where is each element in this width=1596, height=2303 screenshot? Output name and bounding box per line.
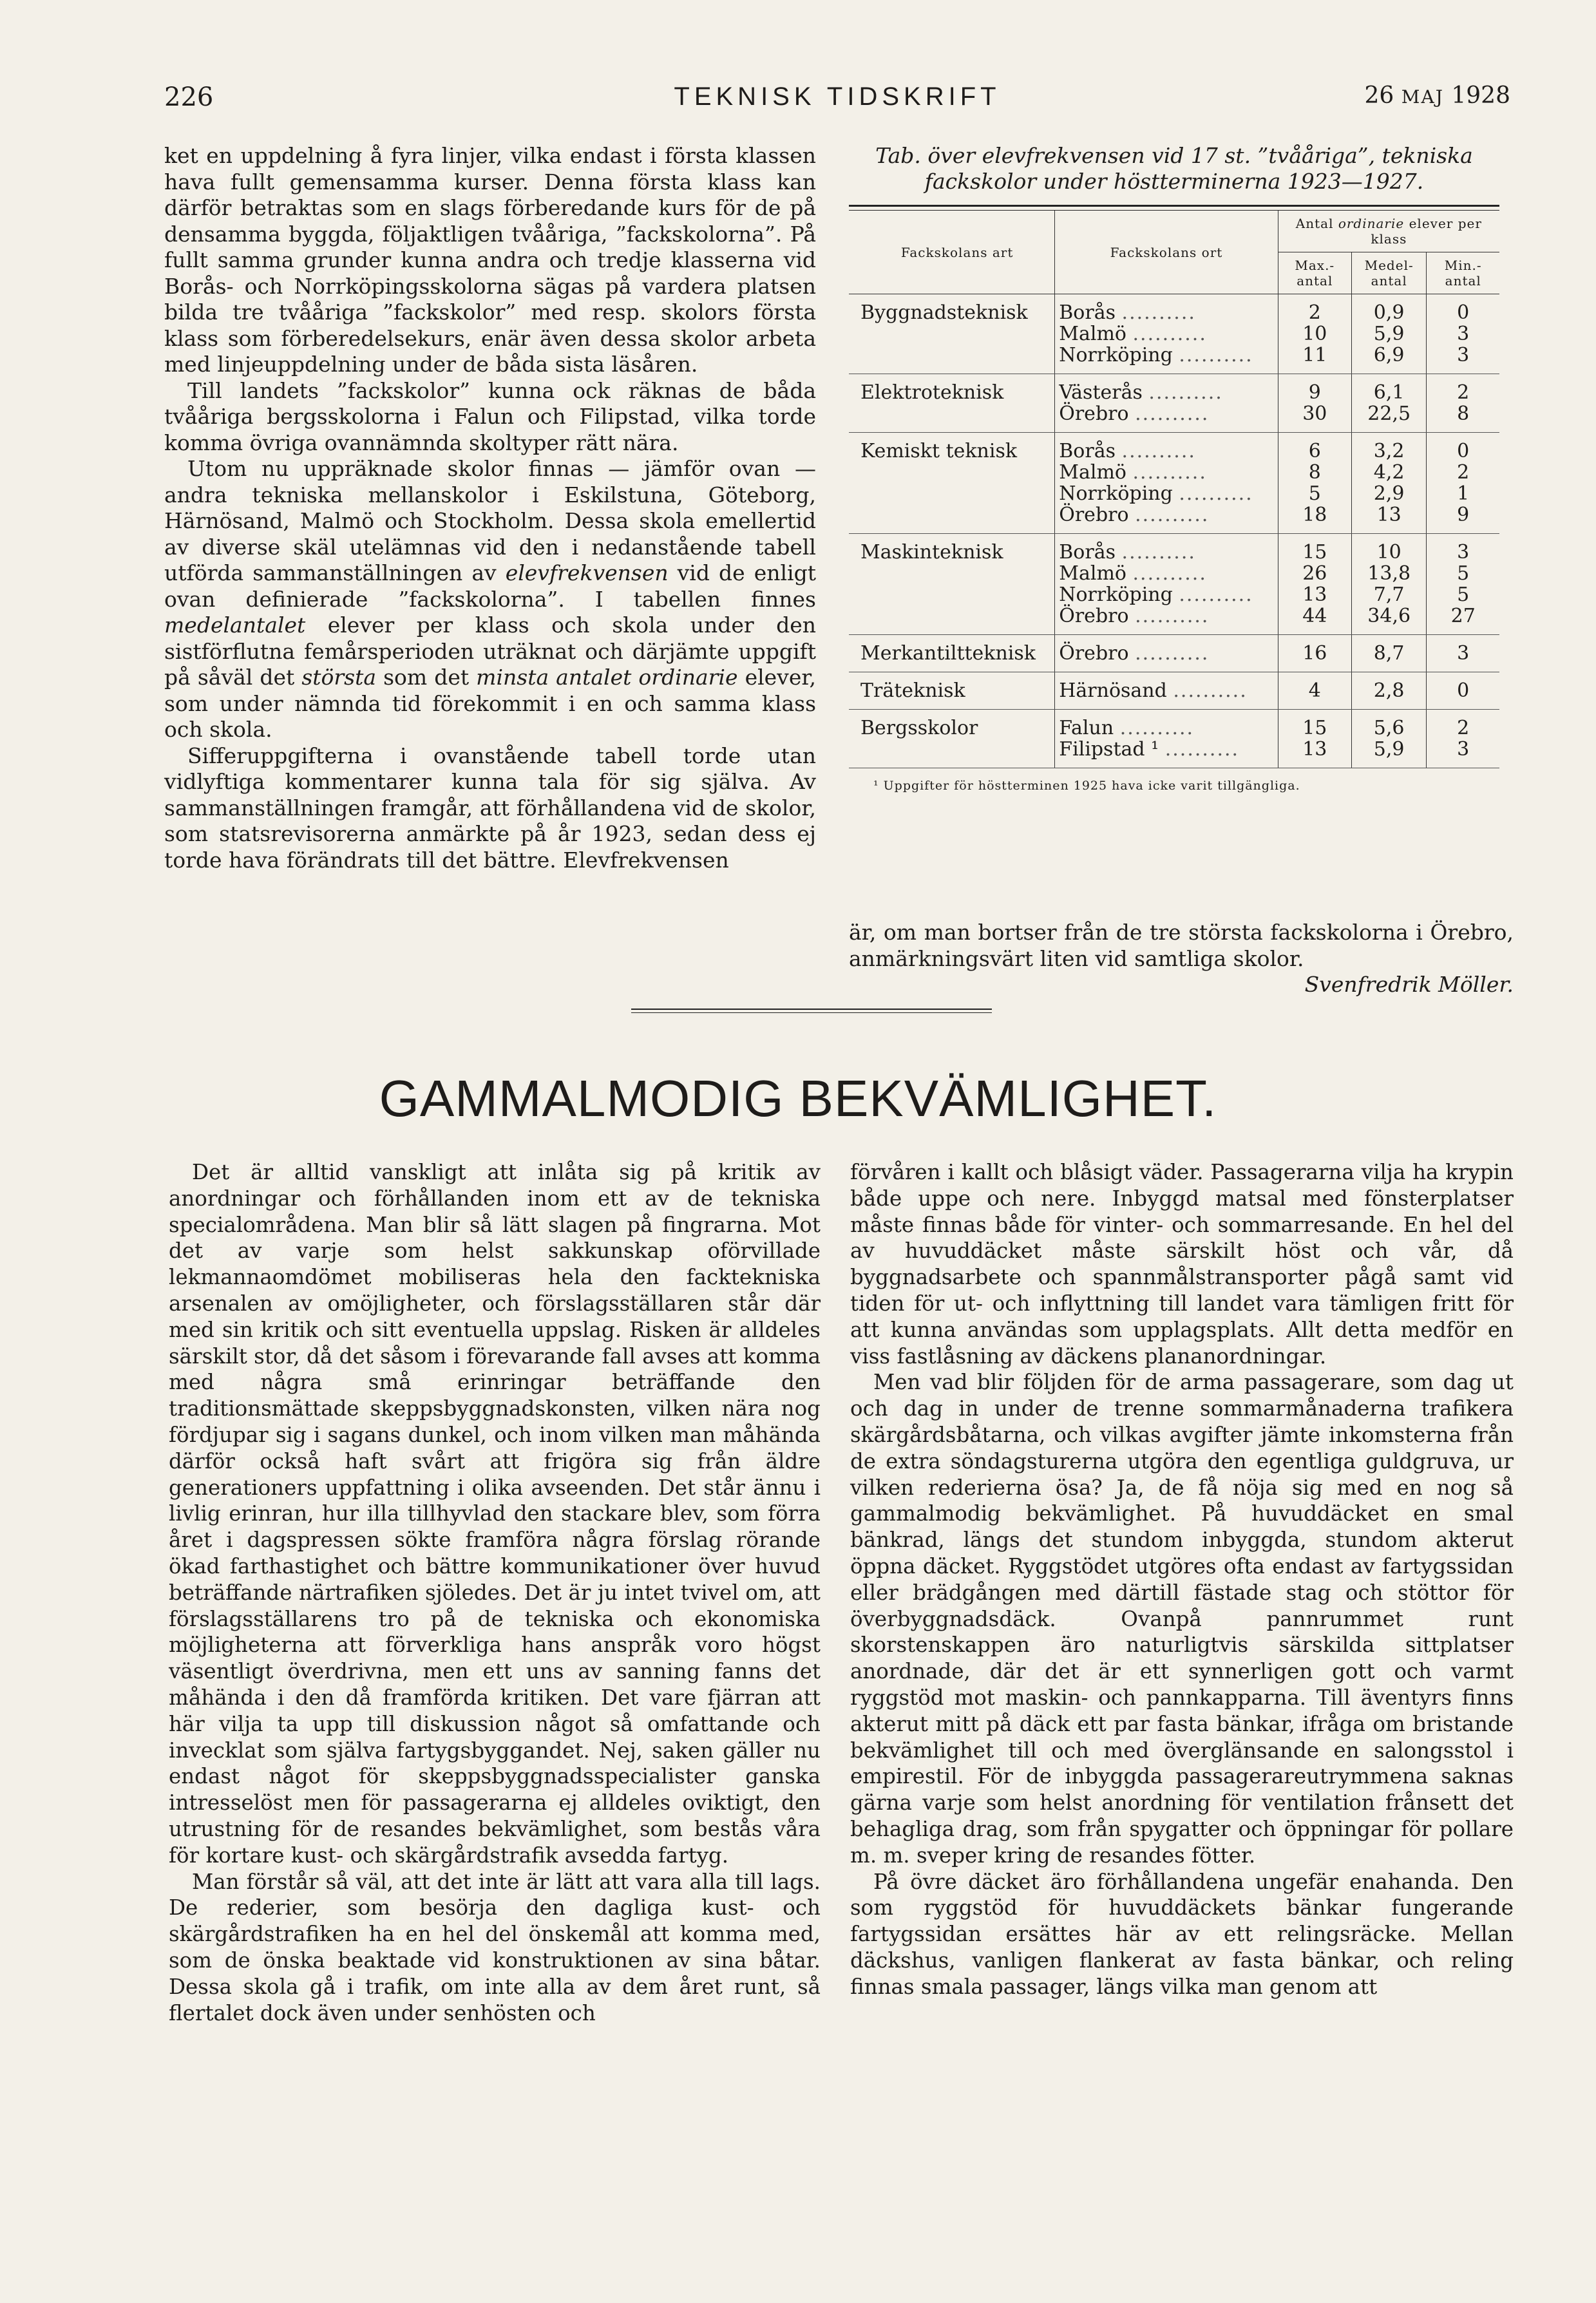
leader-dots: .......... [1179, 482, 1253, 505]
medel-value: 22,5 [1367, 403, 1411, 425]
location-name: Malmö [1059, 562, 1126, 585]
cell-max [1278, 672, 1351, 710]
cell-max [1278, 635, 1351, 672]
max-value: 18 [1302, 504, 1327, 526]
school-type: Bergsskolor [860, 717, 978, 739]
cell-ort [1055, 433, 1278, 534]
location-name: Norrköping [1059, 583, 1173, 606]
min-value: 5 [1457, 562, 1470, 585]
header-art: Fackskolans art [849, 211, 1055, 294]
cell-ort [1055, 294, 1278, 374]
leader-dots: .......... [1135, 504, 1210, 526]
medel-value: 13,8 [1367, 562, 1411, 585]
table-row [849, 710, 1499, 768]
school-location [1059, 739, 1273, 760]
leader-dots: .......... [1119, 717, 1195, 739]
leader-dots: .......... [1179, 344, 1253, 366]
medel-value: 0,9 [1373, 301, 1405, 324]
medel-value: 5,6 [1373, 717, 1405, 739]
table-row [849, 433, 1499, 534]
location-name: Malmö [1059, 323, 1126, 345]
table-row [849, 294, 1499, 374]
school-location [1059, 323, 1273, 345]
min-value: 2 [1457, 461, 1470, 484]
cell-medel [1351, 374, 1427, 433]
cell-medel [1351, 635, 1427, 672]
school-location [1059, 717, 1273, 739]
medel-value: 4,2 [1373, 461, 1405, 484]
emphasis: största [301, 665, 377, 690]
leader-dots: .......... [1173, 679, 1248, 702]
date-year: 1928 [1451, 82, 1510, 109]
cell-max [1278, 433, 1351, 534]
cell-medel [1351, 534, 1427, 635]
issue-date [1365, 82, 1510, 109]
date-month: MAJ [1401, 86, 1444, 108]
paragraph: Det är alltid vanskligt att inlåta sig på kritik av anordningar och förhållanden inom ett av de tekniska specialområdena. Man blir så lätt slagen på fingrarna. Mot det av varje som helst sakkunskap oförvillade lekmannaomdömet mobiliseras hela den facktekniska arsenalen av omöjligheter, och förslagsställaren står där med sin kritik och sitt eventuella uppslag. Risken är alldeles särskilt stor, då det såsom i förevarande fall avses att komma med några små erinringar beträffande den traditionsmättade skeppsbyggnadskonsten, vilken nära nog fördjupar sig i sagans dunkel, och inom vilken man måhända därför också haft svårt att frigöra sig från äldre generationers uppfattning i olika avseenden. Det står ännu i livlig erinran, hur illa tillhyvlad den stackare blev, som förra året i dagspressen sökte framföra några förslag rörande ökad farthastighet och bättre kommunikationer över huvud beträffande närtrafiken sjöledes. Det är ju intet tvivel om, att förslagsställarens tro på de tekniska och ekonomiska möjligheterna att förverkliga hans anspråk voro högst väsentligt överdrivna, men ett uns av sanning fanns det måhända i den då framförda kritiken. Det vare fjärran att här vilja ta upp till diskussion något så omfattande och invecklat som själva fartygsbyggandet. Nej, saken gäller nu endast något för skeppsbyggnadsspecialister ganska intresselöst men för passagerarna ej alldeles oviktigt, den utrustning för de resandes bekvämlighet, som bestås våra för kortare kust- och skärgårdstrafik avsedda fartyg. [169, 1160, 821, 1868]
paragraph: Till landets ”fackskolor” kunna ock räknas de båda tvååriga bergsskolorna i Falun och Filipstad, vilka torde komma övriga ovannämnda skoltyper rätt nära. [164, 377, 816, 455]
header-medel: Medel-antal [1351, 252, 1427, 294]
school-location [1059, 382, 1273, 403]
leader-dots: .......... [1135, 605, 1210, 627]
school-location [1059, 584, 1273, 605]
max-value: 16 [1302, 642, 1327, 665]
emphasis: ordinarie [1338, 216, 1405, 231]
max-value: 30 [1302, 403, 1327, 425]
cell-min [1427, 635, 1499, 672]
paragraph: ket en uppdelning å fyra linjer, vilka endast i första klassen hava fullt gemensamma kurser. Denna första klass kan därför betraktas som en slags förberedande kurs för de på densamma byggda, följaktligen tvååriga, ”fackskolorna”. På fullt samma grunder kunna andra och tredje klasserna vid Borås- och Norrköpingsskolorna sägas på vardera platsen bilda tre tvååriga ”fackskolor” med resp. skolors första klass som förberedelsekurs, enär även dessa skolor arbeta med linjeuppdelning under de båda sista läsåren. [164, 143, 816, 377]
table-row [849, 534, 1499, 635]
school-type: Maskinteknisk [860, 541, 1003, 564]
medel-value: 8,7 [1373, 642, 1405, 665]
school-type: Byggnadsteknisk [860, 301, 1028, 324]
leader-dots: .......... [1132, 461, 1207, 484]
emphasis: medelantalet [164, 612, 306, 638]
cell-medel [1351, 433, 1427, 534]
paragraph: Sifferuppgifterna i ovanstående tabell torde utan vidlyftiga kommentarer kunna tala för sig själva. Av sammanställningen framgår, att förhållandena vid de skolor, som statsrevisorerna anmärkte på år 1923, sedan dess ej torde hava förändrats till det bättre. Elevfrekvensen [164, 743, 816, 873]
medel-value: 2,8 [1373, 679, 1405, 702]
cell-art [849, 672, 1055, 710]
cell-ort [1055, 672, 1278, 710]
min-value: 3 [1457, 344, 1470, 366]
top-left-column [164, 143, 816, 873]
min-value: 3 [1457, 738, 1470, 761]
min-value: 1 [1457, 482, 1470, 505]
cell-min [1427, 710, 1499, 768]
medel-value: 10 [1376, 541, 1401, 564]
min-value: 9 [1457, 504, 1470, 526]
cell-medel [1351, 294, 1427, 374]
medel-value: 5,9 [1373, 323, 1405, 345]
medel-value: 3,2 [1373, 440, 1405, 462]
cell-art [849, 294, 1055, 374]
school-type: Merkantiltteknisk [860, 642, 1036, 665]
cell-art [849, 635, 1055, 672]
page-header [164, 82, 1510, 121]
leader-dots: .......... [1132, 562, 1207, 585]
school-location [1059, 643, 1273, 664]
leader-dots: .......... [1164, 738, 1240, 761]
school-location [1059, 483, 1273, 504]
location-name: Borås [1059, 541, 1116, 564]
table-row [849, 374, 1499, 433]
date-day: 26 [1364, 82, 1394, 109]
cell-min [1427, 374, 1499, 433]
cell-max [1278, 534, 1351, 635]
header-max: Max.-antal [1278, 252, 1351, 294]
cell-medel [1351, 672, 1427, 710]
leader-dots: .......... [1121, 301, 1196, 324]
author-signature: Svenfredrik Möller. [1304, 972, 1514, 997]
max-value: 6 [1308, 440, 1321, 462]
text-run: elever per klass [1371, 216, 1482, 247]
max-value: 8 [1308, 461, 1321, 484]
text-run: elever per klass och skola under den sistförflutna femårsperioden uträknat och därjämte uppgift på såväl det [164, 612, 816, 690]
table-header-row [849, 211, 1499, 252]
medel-value: 13 [1376, 504, 1401, 526]
school-location [1059, 302, 1273, 323]
leader-dots: .......... [1132, 323, 1207, 345]
max-value: 13 [1302, 583, 1327, 606]
header-ort: Fackskolans ort [1055, 211, 1278, 294]
min-value: 5 [1457, 583, 1470, 606]
paragraph: är, om man bortser från de tre största fackskolorna i Örebro, anmärkningsvärt liten vid samtliga skolor. [849, 920, 1514, 971]
paragraph: förvåren i kallt och blåsigt väder. Passagerarna vilja ha krypin både uppe och nere. Inbyggd matsal med fönsterplatser måste finnas både för vinter- och sommarresande. En hel del av huvuddäcket måste särskilt höst och vår, då byggnadsarbete och spannmålstransporter pågå samt vid tiden för ut- och inflyttning till landet vara tämligen fritt för att kunna användas som upplagsplats. Allt detta medför en viss fastlåsning av däckens plananordningar. [850, 1160, 1514, 1369]
max-value: 13 [1302, 738, 1327, 761]
min-value: 0 [1457, 440, 1470, 462]
max-value: 15 [1302, 541, 1327, 564]
location-name: Borås [1059, 301, 1116, 324]
max-value: 5 [1308, 482, 1321, 505]
table-top-rule [849, 205, 1499, 211]
cell-max [1278, 710, 1351, 768]
location-name: Örebro [1059, 642, 1129, 665]
cell-min [1427, 433, 1499, 534]
table-row [849, 672, 1499, 710]
table-footnote: ¹ Uppgifter för höstterminen 1925 hava icke varit tillgängliga. [873, 779, 1300, 793]
location-name: Örebro [1059, 403, 1129, 425]
leader-dots: .......... [1179, 583, 1253, 606]
header-min: Min.-antal [1427, 252, 1499, 294]
cell-ort [1055, 374, 1278, 433]
school-location [1059, 563, 1273, 584]
text-run: Utom nu uppräknade skolor finnas — jämför ovan — andra tekniska mellanskolor i Eskilstuna, Göteborg, Härnösand, Malmö och Stockholm. Dessa skola emellertid av diverse skäl utelämnas vid den i nedanstående tabell utförda sammanställningen av [164, 456, 816, 585]
min-value: 3 [1457, 541, 1470, 564]
location-name: Falun [1059, 717, 1114, 739]
cell-ort [1055, 534, 1278, 635]
school-location [1059, 462, 1273, 483]
school-location [1059, 542, 1273, 563]
article-title: GAMMALMODIG BEKVÄMLIGHET. [379, 1070, 1217, 1127]
leader-dots: .......... [1135, 642, 1210, 665]
leader-dots: .......... [1121, 440, 1196, 462]
paragraph: Men vad blir följden för de arma passagerare, som dag ut och dag in under de trenne sommarmånaderna trafikera skärgårdsbåtarna, och vilkas avgifter jämte inkomsterna från de extra söndagsturerna utgöra den egentliga guldgruva, ur vilken rederierna ösa? Ja, de få nöja sig med en nog så gammalmodig bekvämlighet. På huvuddäcket en smal bänkrad, längs det stundom inbyggda, stundom akterut öppna däcket. Ryggstödet utgöres ofta endast av fartygssidan eller brädgången med därtill fästade stag och stöttor för överbyggnadsdäck. Ovanpå pannrummet runt skorstenskappen äro naturligtvis särskilda sittplatser anordnade, där det är ett synnerligen gott och varmt ryggstöd mot maskin- och pannkapparna. Till äventyrs finns akterut mitt på däck ett par fasta bänkar, ifråga om bristande bekvämlighet till och med överglänsande en salongsstol i empirestil. För de inbyggda passagerareutrymmena saknas gärna varje som helst anordning för ventilation frånsett det behagliga drag, som från spygatter och öppningar för pollare m. m. sveper kring de resandes fötter. [850, 1370, 1514, 1868]
text-run: vid de enligt ovan definierade ”fackskolorna”. I tabellen finnes [164, 560, 816, 612]
cell-art [849, 710, 1055, 768]
cell-medel [1351, 710, 1427, 768]
medel-value: 6,9 [1373, 344, 1405, 366]
frequency-table-block [849, 143, 1499, 794]
frequency-table [849, 211, 1499, 768]
location-name: Västerås [1059, 381, 1143, 404]
cell-ort [1055, 635, 1278, 672]
location-name: Malmö [1059, 461, 1126, 484]
min-value: 0 [1457, 301, 1470, 324]
max-value: 9 [1308, 381, 1321, 404]
min-value: 3 [1457, 323, 1470, 345]
max-value: 44 [1302, 605, 1327, 627]
medel-value: 6,1 [1373, 381, 1405, 404]
cell-art [849, 433, 1055, 534]
location-name: Norrköping [1059, 482, 1173, 505]
emphasis: elevfrekvensen [505, 560, 669, 585]
journal-title: TEKNISK TIDSKRIFT [674, 82, 1001, 111]
location-name: Filipstad ¹ [1059, 738, 1159, 761]
text-run: elever, som under nämnda tid förekommit i en och samma klass och skola. [164, 665, 816, 742]
medel-value: 7,7 [1373, 583, 1405, 606]
max-value: 10 [1302, 323, 1327, 345]
paragraph: Man förstår så väl, att det inte är lätt att vara alla till lags. De rederier, som besörja den dagliga kust- och skärgårdstrafiken ha en hel del önskemål att komma med, som de önska beaktade vid konstruktionen av sina båtar. Dessa skola gå i trafik, om inte alla av dem året runt, så flertalet dock även under senhösten och [169, 1869, 821, 2025]
max-value: 26 [1302, 562, 1327, 585]
school-type: Träteknisk [860, 679, 965, 702]
paragraph: På övre däcket äro förhållandena ungefär enahanda. Den som ryggstöd för huvuddäckets bänkar fungerande fartygssidan ersättes här av ett relingsräcke. Mellan däckshus, vanligen flankerat av fasta bänkar, och reling finnas smala passager, längs vilka man genom att [850, 1869, 1514, 1999]
cell-max [1278, 294, 1351, 374]
school-location [1059, 345, 1273, 366]
school-location [1059, 680, 1273, 701]
max-value: 4 [1308, 679, 1321, 702]
article-left-column [169, 1159, 821, 2026]
table-body [849, 294, 1499, 768]
school-location [1059, 403, 1273, 424]
cell-max [1278, 374, 1351, 433]
cell-ort [1055, 710, 1278, 768]
medel-value: 34,6 [1367, 605, 1411, 627]
location-name: Örebro [1059, 605, 1129, 627]
top-right-column [849, 920, 1514, 998]
min-value: 27 [1450, 605, 1476, 627]
text-run: Antal [1295, 216, 1338, 231]
page-number: 226 [164, 82, 214, 112]
cell-min [1427, 534, 1499, 635]
location-name: Norrköping [1059, 344, 1173, 366]
min-value: 2 [1457, 717, 1470, 739]
cell-min [1427, 294, 1499, 374]
school-type: Kemiskt teknisk [860, 440, 1018, 462]
article-right-column [850, 1159, 1514, 2000]
max-value: 2 [1308, 301, 1321, 324]
max-value: 11 [1302, 344, 1327, 366]
min-value: 2 [1457, 381, 1470, 404]
min-value: 3 [1457, 642, 1470, 665]
paragraph [164, 456, 816, 743]
text-run: som det [376, 665, 477, 690]
table-row [849, 635, 1499, 672]
location-name: Örebro [1059, 504, 1129, 526]
location-name: Härnösand [1059, 679, 1167, 702]
medel-value: 5,9 [1373, 738, 1405, 761]
cell-art [849, 534, 1055, 635]
cell-min [1427, 672, 1499, 710]
medel-value: 2,9 [1373, 482, 1405, 505]
max-value: 15 [1302, 717, 1327, 739]
min-value: 8 [1457, 403, 1470, 425]
header-group [1278, 211, 1499, 252]
min-value: 0 [1457, 679, 1470, 702]
section-divider [631, 1009, 992, 1013]
table-caption: Tab. över elevfrekvensen vid 17 st. ”tvååriga”, tekniska fackskolor under höstterminerna 1923—1927. [875, 143, 1473, 194]
emphasis: minsta antalet ordinarie [476, 665, 738, 690]
leader-dots: .......... [1148, 381, 1223, 404]
school-location [1059, 504, 1273, 526]
leader-dots: .......... [1135, 403, 1210, 425]
leader-dots: .......... [1121, 541, 1196, 564]
school-location [1059, 605, 1273, 627]
cell-art [849, 374, 1055, 433]
location-name: Borås [1059, 440, 1116, 462]
school-type: Elektroteknisk [860, 381, 1004, 404]
school-location [1059, 441, 1273, 462]
